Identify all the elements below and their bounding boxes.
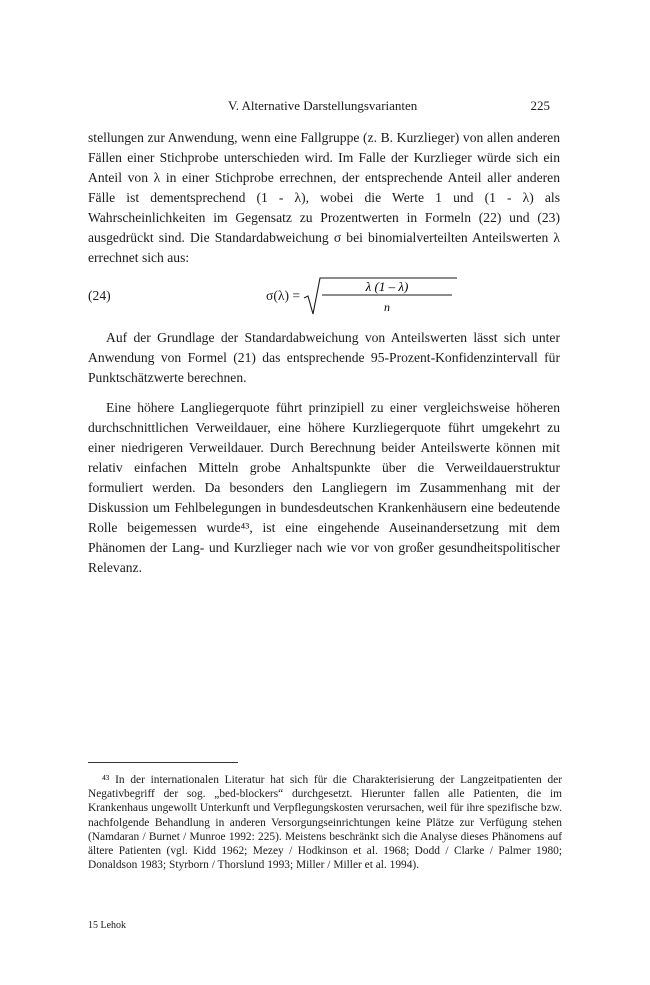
page-number: 225 <box>530 98 550 113</box>
fraction-denominator: n <box>384 300 390 314</box>
footnote-text: ⁴³ In der internationalen Literatur hat sich für die Charakterisierung der Langzeitpatienten der Negativbegriff der sog. „bed-blockers“ durchgesetzt. Hierunter fallen alle Patienten, die im Krankenhaus ungewollt Unterkunft und Verpflegungskosten verursachen, weil für ihre spezifische bzw. nachfolgende Behandlung in anderen Versorgungseinrichtungen keine Plätze zur Verfügung stehen (Namdaran / Burnet / Munroe 1992: 225). Meistens beschränkt sich die Analyse dieses Phänomens auf ältere Patienten (vgl. Kidd 1962; Mezey / Hodkinson et al. 1968; Dodd / Clarke / Palmer 1980; Donaldson 1983; Styrborn / Thorslund 1993; Miller / Miller et al. 1994). <box>88 774 562 872</box>
running-title: V. Alternative Darstellungsvarianten <box>228 98 418 113</box>
paragraph-1: stellungen zur Anwendung, wenn eine Fallgruppe (z. B. Kurzlieger) von allen anderen Fällen einer Stichprobe unterschieden wird. Im Falle der Kurzlieger würde sich ein Anteil von λ in einer Stichprobe errechnen, der entsprechende Anteil aller anderen Fälle ist dementsprechend (1 - λ), wobei die Werte 1 und (1 - λ) als Wahrscheinlichkeiten im Gegensatz zu Prozentwerten in Formeln (22) und (23) ausgedrückt sind. Die Standardabweichung σ bei binomialverteilten Anteilswerten λ errechnet sich aus: <box>88 130 560 265</box>
equation-24 <box>88 274 560 318</box>
equation-lhs: σ(λ) = <box>266 288 301 303</box>
running-header <box>88 98 556 114</box>
footnote-rule <box>88 762 238 763</box>
footnote-43 <box>88 773 562 872</box>
paragraph-2: Auf der Grundlage der Standardabweichung von Anteilswerten lässt sich unter Anwendung von Formel (21) das entsprechende 95-Prozent-Konfidenzintervall für Punktschätzwerte berechnen. <box>88 330 560 385</box>
main-text <box>88 128 560 578</box>
sqrt-formula <box>302 274 462 318</box>
fraction-numerator: λ (1 – λ) <box>365 279 409 294</box>
equation-number: (24) <box>88 288 111 303</box>
paragraph-3: Eine höhere Langliegerquote führt prinzipiell zu einer vergleichsweise höheren durchschnittlichen Verweildauer, eine höhere Kurzliegerquote führt umgekehrt zu einer niedrigeren Verweildauer. Durch Berechnung beider Anteilswerte können mit relativ einfachen Mitteln grobe Anhaltspunkte über die Verweildauerstruktur formuliert werden. Da besonders den Langliegern im Zusammenhang mit der Diskussion um Fehlbelegungen in bundesdeutschen Krankenhäusern eine bedeutende Rolle beigemessen wurde⁴³, ist eine eingehende Auseinandersetzung mit dem Phänomen der Lang- und Kurzlieger nach wie vor von großer gesundheitspolitischer Relevanz. <box>88 400 560 575</box>
signature-mark: 15 Lehok <box>88 920 127 931</box>
